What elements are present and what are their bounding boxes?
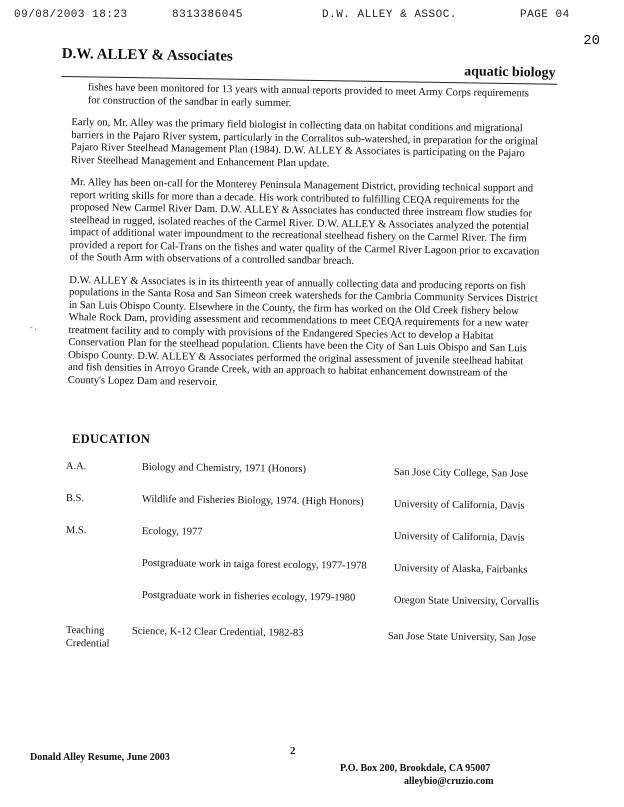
paragraph: D.W. ALLEY & Associates is in its thirteenth year of annually collecting data and producing reports on fish populations in the Santa Rosa and San Simeon creek watersheds for the Cambria Community Services District in San Luis Obispo County. Elsewhere in the County, the firm has worked on the Old Creek fishery below Whale Rock Dam, providing assessment and recommendations to meet CEQA requirements for a new water treatment facility and to comply with provisions of the Endangered Species Act to develop a Habitat Conservation Plan for the steelhead population. Clients have been the City of San Luis Obispo and San Luis Obispo County. D.W. ALLEY & Associates performed the original assessment of juvenile steelhead habitat and fish densities in Arroyo Grande Creek, with an approach to habitat enhancement downstream of the County's Lopez Dam and reservoir. (67, 274, 538, 388)
degree (66, 556, 126, 557)
paragraph: Early on, Mr. Alley was the primary field biologist in collecting data on habitat conditions and migrational barriers in the Pajaro River system, particularly in the Corralitos sub-watershed, in preparation for the original Pajaro River Steelhead Management Plan (1984). D.W. ALLEY & Associates is participating on the Pajaro River Steelhead Management and Enhancement Plan update. (70, 116, 539, 170)
education-heading: EDUCATION (72, 432, 151, 446)
fax-datetime: 09/08/2003 18:23 (14, 9, 128, 21)
subject: Wildlife and Fisheries Biology, 1974. (High Honors) (141, 493, 364, 508)
education-row (62, 624, 562, 662)
fax-page-label: PAGE 04 (520, 9, 570, 21)
institution: Oregon State University, Corvallis (393, 595, 540, 608)
firm-name: D.W. ALLEY & Associates (61, 45, 233, 65)
degree (66, 588, 126, 589)
degree: M.S. (65, 525, 87, 537)
paragraph: Mr. Alley has been on-call for the Monterey Peninsula Management District, providing technical support and report writing skills for more than a decade. His work contributed to fulfilling CEQA requirements for the proposed New Carmel River Dam. D.W. ALLEY & Associates has conducted three instream flow studies for steelhead in rugged, isolated reaches of the Carmel River. D.W. ALLEY & Associates analyzed the potential impact of additional water impoundment to the recreational steelhead fishery on the Carmel River. The firm provided a report for Cal-Trans on the fishes and water quality of the Carmel River Lagoon prior to excavation of the South Arm with observations of a controlled sandbar breach. (69, 176, 540, 267)
institution: San Jose State University, San Jose (387, 630, 536, 644)
institution: San Jose City College, San Jose (393, 467, 529, 480)
footer-email: alleybio@cruzio.com (404, 776, 494, 787)
body-text (68, 82, 542, 404)
footer-contact (340, 762, 494, 788)
subject: Postgraduate work in taiga forest ecology, 1977-1978 (141, 557, 367, 572)
education-row (62, 588, 562, 630)
scan-mark: - . (30, 323, 37, 332)
firm-tagline: aquatic biology (464, 64, 556, 81)
subject: Postgraduate work in fisheries ecology, 1979-1980 (141, 589, 356, 604)
institution: University of Alaska, Fairbanks (393, 563, 528, 576)
fax-phone: 8313386045 (172, 9, 244, 21)
handwritten-page-number: 20 (583, 33, 600, 49)
degree: A.A. (65, 461, 87, 473)
fax-sender: D.W. ALLEY & ASSOC. (322, 9, 457, 21)
subject: Science, K-12 Clear Credential, 1982-83 (131, 625, 304, 639)
institution: University of California, Davis (393, 531, 525, 544)
institution: University of California, Davis (393, 499, 525, 512)
education-table (62, 460, 562, 656)
footer-page-number: 2 (290, 745, 296, 757)
footer-resume-label: Donald Alley Resume, June 2003 (30, 752, 170, 763)
subject: Biology and Chemistry, 1971 (Honors) (141, 461, 307, 475)
degree: B.S. (65, 493, 85, 505)
letterhead (61, 40, 558, 85)
paragraph: fishes have been monitored for 13 years with annual reports provided to meet Army Corps requirements for construction of the sandbar in early summer. (87, 82, 529, 109)
footer-address: P.O. Box 200, Brookdale, CA 95007 (340, 763, 491, 774)
degree: Teaching Credential (65, 625, 110, 650)
subject: Ecology, 1977 (141, 525, 203, 538)
